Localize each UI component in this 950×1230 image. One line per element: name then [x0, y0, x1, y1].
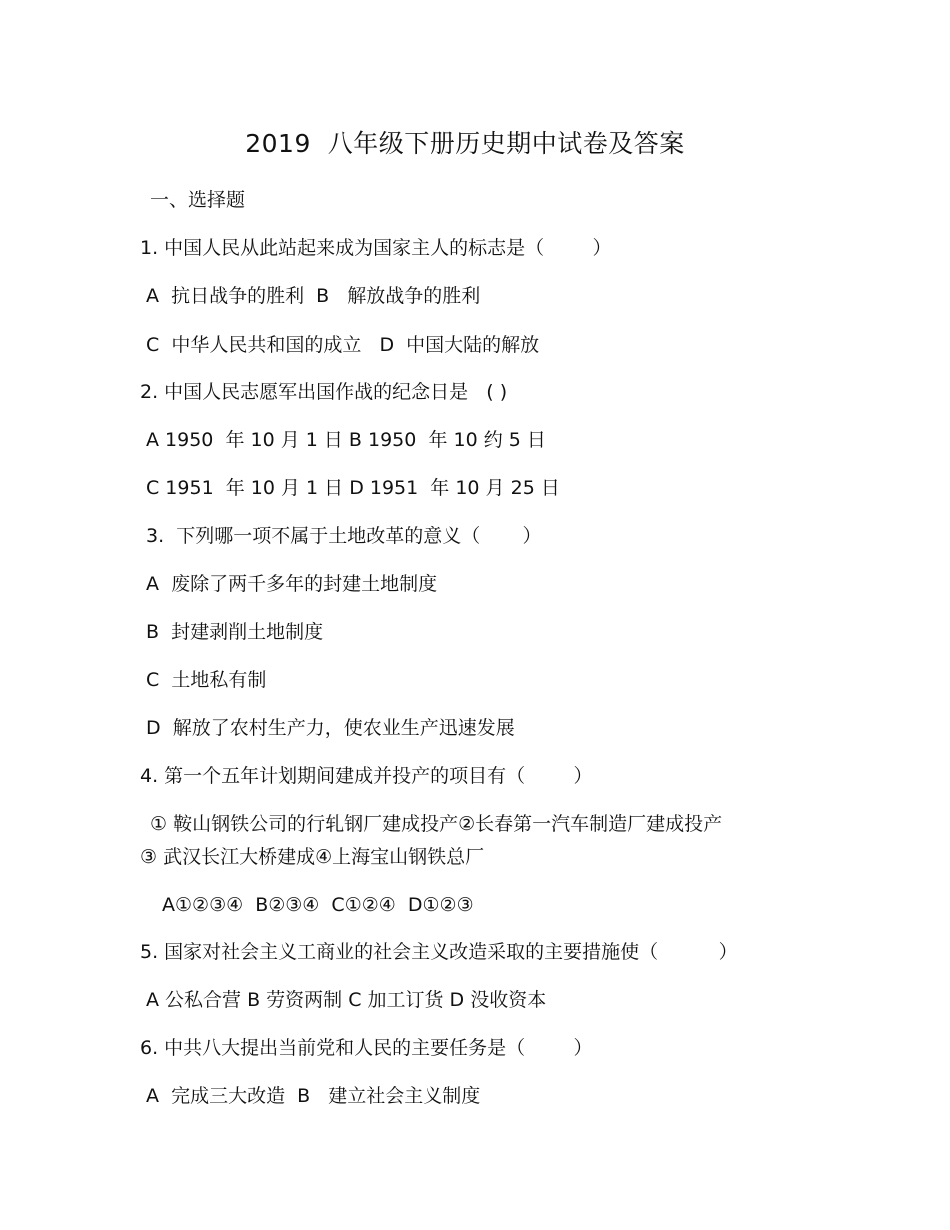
question-3-option-d: D 解放了农村生产力，使农业生产迅速发展 — [146, 717, 515, 739]
question-1-options-cd: C 中华人民共和国的成立 D 中国大陆的解放 — [146, 334, 540, 356]
question-3-option-a: A 废除了两千多年的封建土地制度 — [146, 573, 438, 595]
question-1: 1. 中国人民从此站起来成为国家主人的标志是（ ） — [140, 237, 612, 259]
question-3: 3. 下列哪一项不属于土地改革的意义（ ） — [146, 525, 542, 547]
question-1-options-ab: A 抗日战争的胜利 B 解放战争的胜利 — [146, 285, 481, 307]
question-5-options: A 公私合营 B 劳资两制 C 加工订货 D 没收资本 — [146, 989, 547, 1011]
question-3-option-b: B 封建剥削土地制度 — [146, 621, 324, 643]
question-4-items-line-2: ③ 武汉长江大桥建成④上海宝山钢铁总厂 — [140, 846, 485, 868]
section-heading: 一、选择题 — [150, 189, 246, 211]
question-2-options-ab: A 1950 年 10 月 1 日 B 1950 年 10 约 5 日 — [146, 429, 546, 451]
question-6: 6. 中共八大提出当前党和人民的主要任务是（ ） — [140, 1037, 593, 1059]
question-5: 5. 国家对社会主义工商业的社会主义改造采取的主要措施使（ ） — [140, 941, 738, 963]
document-title: 2019 八年级下册历史期中试卷及答案 — [245, 129, 685, 158]
question-4-options: A①②③④ B②③④ C①②④ D①②③ — [162, 894, 474, 916]
question-2-options-cd: C 1951 年 10 月 1 日 D 1951 年 10 月 25 日 — [146, 477, 560, 499]
question-2: 2. 中国人民志愿军出国作战的纪念日是 ( ) — [140, 381, 508, 403]
question-3-option-c: C 土地私有制 — [146, 669, 267, 691]
question-4: 4. 第一个五年计划期间建成并投产的项目有（ ） — [140, 765, 593, 787]
question-4-items-line-1: ① 鞍山钢铁公司的行轧钢厂建成投产②长春第一汽车制造厂建成投产 — [150, 813, 723, 835]
question-6-options: A 完成三大改造 B 建立社会主义制度 — [146, 1085, 481, 1107]
